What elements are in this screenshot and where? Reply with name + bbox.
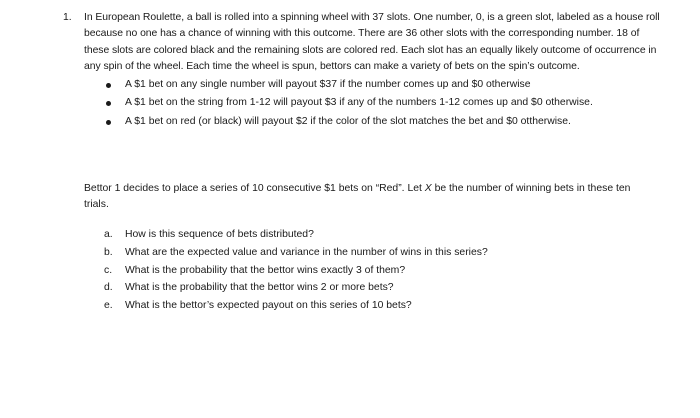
question-text: What is the probability that the bettor wins 2 or more bets?	[125, 282, 394, 294]
bullet-text: A $1 bet on red (or black) will payout $2 if the color of the slot matches the bet and $0 ottherwise.	[125, 115, 571, 127]
bullet-icon	[106, 83, 111, 88]
bullet-text: A $1 bet on the string from 1-12 will payout $3 if any of the numbers 1-12 comes up and $0 otherwise.	[125, 97, 593, 109]
question-a	[104, 226, 664, 244]
question-letter: d.	[104, 282, 113, 294]
list-item	[104, 113, 663, 131]
question-letter: b.	[104, 246, 113, 258]
questions-list	[104, 226, 664, 315]
question-text: What are the expected value and variance in the number of wins in this series?	[125, 246, 488, 258]
question-letter: a.	[104, 229, 113, 240]
bullet-icon	[106, 120, 111, 125]
list-item	[104, 76, 663, 94]
question-d	[104, 279, 664, 297]
question-text: What is the bettor’s expected payout on this series of 10 bets?	[125, 300, 412, 312]
bettor-scenario-paragraph	[84, 181, 654, 214]
problem-1	[63, 10, 663, 131]
question-c	[104, 262, 664, 280]
question-text: How is this sequence of bets distributed?	[125, 229, 314, 240]
problem-intro-paragraph: In European Roulette, a ball is rolled into a spinning wheel with 37 slots. One number, 0, is a green slot, labeled as a house roll because no one has a chance of winning with this outcome. There are 36 other slots with the corresponding number. 18 of these slots are colored black and the remaining slots are colored red. Each slot has an equally likely outcome of occurrence in any spin of the wheel. Each time the wheel is spun, bettors can make a variety of bets on the spin’s outcome.	[84, 12, 660, 72]
random-variable-x: X	[424, 183, 432, 194]
question-e	[104, 297, 664, 315]
list-item	[104, 94, 663, 112]
problem-number: 1.	[63, 12, 72, 23]
bullet-text: A $1 bet on any single number will payout $37 if the number comes up and $0 otherwise	[125, 79, 531, 91]
bettor-text-end: be the number of winning bets in these ten trials.	[84, 183, 631, 211]
bullet-icon	[106, 101, 111, 106]
question-letter: c.	[104, 264, 113, 276]
bettor-text-start: Bettor 1 decides to place a series of 10 consecutive $1 bets on “Red”. Let	[84, 183, 425, 194]
question-text: What is the probability that the bettor wins exactly 3 of them?	[125, 264, 406, 276]
question-b	[104, 244, 664, 262]
bet-types-list	[104, 76, 663, 131]
question-letter: e.	[104, 300, 113, 312]
